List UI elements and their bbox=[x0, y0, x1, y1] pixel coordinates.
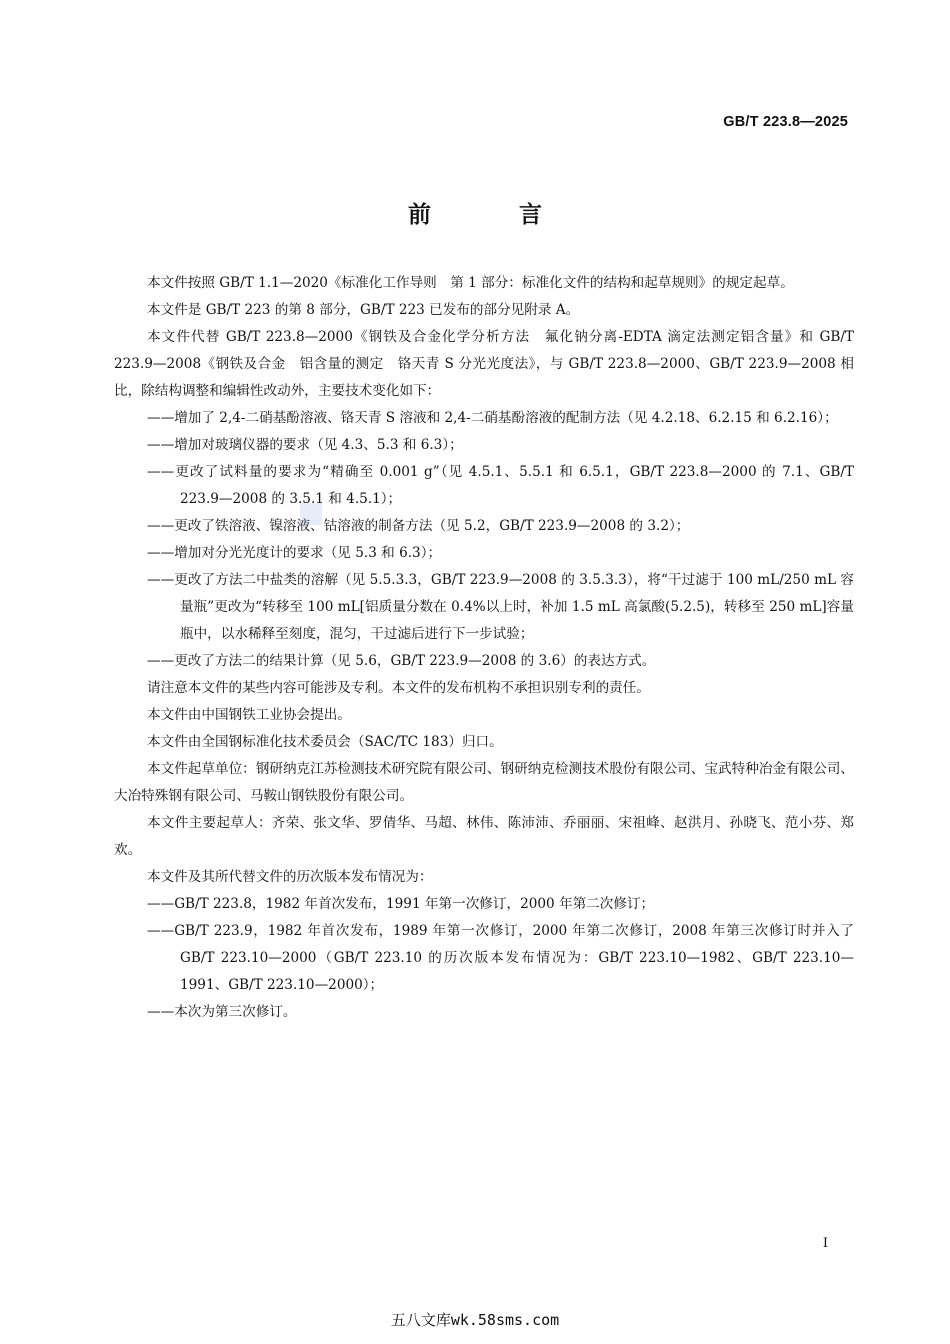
page-number: I bbox=[822, 1236, 828, 1251]
list-item-history: ——GB/T 223.8，1982 年首次发布，1991 年第一次修订，2000 年第二次修订； bbox=[147, 896, 655, 912]
list-item-change: ——更改了方法二的结果计算（见 5.6，GB/T 223.9—2008 的 3.6）的表达方式。 bbox=[147, 653, 656, 669]
paragraph-replacement: 本文件代替 GB/T 223.8—2000《钢铁及合金化学分析方法 氟化钠分离-EDTA 滴定法测定铝含量》和 GB/T 223.9—2008《钢铁及合金 铝含量的测定 铬天青 S 分光光度法》，与 GB/T 223.8—2000、GB/T 223.9—2008 相比，除结构调整和编辑性改动外，主要技术变化如下： bbox=[114, 329, 854, 399]
list-item-change: ——增加对玻璃仪器的要求（见 4.3、5.3 和 6.3）； bbox=[147, 437, 463, 453]
list-item-change: ——更改了方法二中盐类的溶解（见 5.5.3.3，GB/T 223.9—2008 的 3.5.3.3），将“干过滤于 100 mL/250 mL 容量瓶”更改为“转移至 100 mL[铝质量分数在 0.4%以上时，补加 1.5 mL 高氯酸(5.2.5)，转移至 250 mL]容量瓶中，以水稀释至刻度，混匀，干过滤后进行下一步试验； bbox=[147, 572, 854, 642]
paragraph-drafting-units: 本文件起草单位：钢研纳克江苏检测技术研究院有限公司、钢研纳克检测技术股份有限公司、宝武特种冶金有限公司、大冶特殊钢有限公司、马鞍山钢铁股份有限公司。 bbox=[114, 761, 854, 804]
paragraph-drafting-rules: 本文件按照 GB/T 1.1—2020《标准化工作导则 第 1 部分：标准化文件的结构和起草规则》的规定起草。 bbox=[147, 275, 794, 291]
list-item-change: ——更改了铁溶液、镍溶液、钴溶液的制备方法（见 5.2，GB/T 223.9—2008 的 3.2）； bbox=[147, 518, 690, 534]
list-item-change: ——更改了试料量的要求为“精确至 0.001 g”（见 4.5.1、5.5.1 和 6.5.1，GB/T 223.8—2000 的 7.1、GB/T 223.9—2008 的 3.5.1 和 4.5.1）； bbox=[147, 464, 854, 507]
paragraph-part-info: 本文件是 GB/T 223 的第 8 部分，GB/T 223 已发布的部分见附录 A。 bbox=[147, 302, 580, 318]
paragraph-history-intro: 本文件及其所代替文件的历次版本发布情况为： bbox=[147, 869, 433, 885]
paragraph-drafters: 本文件主要起草人：齐荣、张文华、罗倩华、马超、林伟、陈沛沛、乔丽丽、宋祖峰、赵洪月、孙晓飞、范小芬、郑欢。 bbox=[114, 815, 854, 858]
paragraph-patent-notice: 请注意本文件的某些内容可能涉及专利。本文件的发布机构不承担识别专利的责任。 bbox=[147, 680, 650, 696]
list-item-change: ——增加对分光光度计的要求（见 5.3 和 6.3）； bbox=[147, 545, 442, 561]
watermark-text: 五八文库wk.58sms.com bbox=[390, 1311, 560, 1329]
paragraph-committee: 本文件由全国钢标准化技术委员会（SAC/TC 183）归口。 bbox=[147, 734, 503, 750]
page-title: 前 言 bbox=[407, 202, 582, 228]
paragraph-proposed-by: 本文件由中国钢铁工业协会提出。 bbox=[147, 707, 351, 723]
list-item-history: ——GB/T 223.9，1982 年首次发布，1989 年第一次修订，2000 年第二次修订，2008 年第三次修订时并入了 GB/T 223.10—2000（GB/T 223.10 的历次版本发布情况为：GB/T 223.10—1982、GB/T 223.10—1991、GB/T 223.10—2000）； bbox=[147, 923, 854, 993]
list-item-change: ——增加了 2,4-二硝基酚溶液、铬天青 S 溶液和 2,4-二硝基酚溶液的配制方法（见 4.2.18、6.2.15 和 6.2.16）； bbox=[147, 410, 838, 426]
document-body bbox=[114, 270, 854, 1026]
list-item-history: ——本次为第三次修订。 bbox=[147, 1004, 297, 1020]
text-cursor-highlight bbox=[300, 503, 322, 525]
standard-code: GB/T 223.8—2025 bbox=[723, 114, 848, 130]
